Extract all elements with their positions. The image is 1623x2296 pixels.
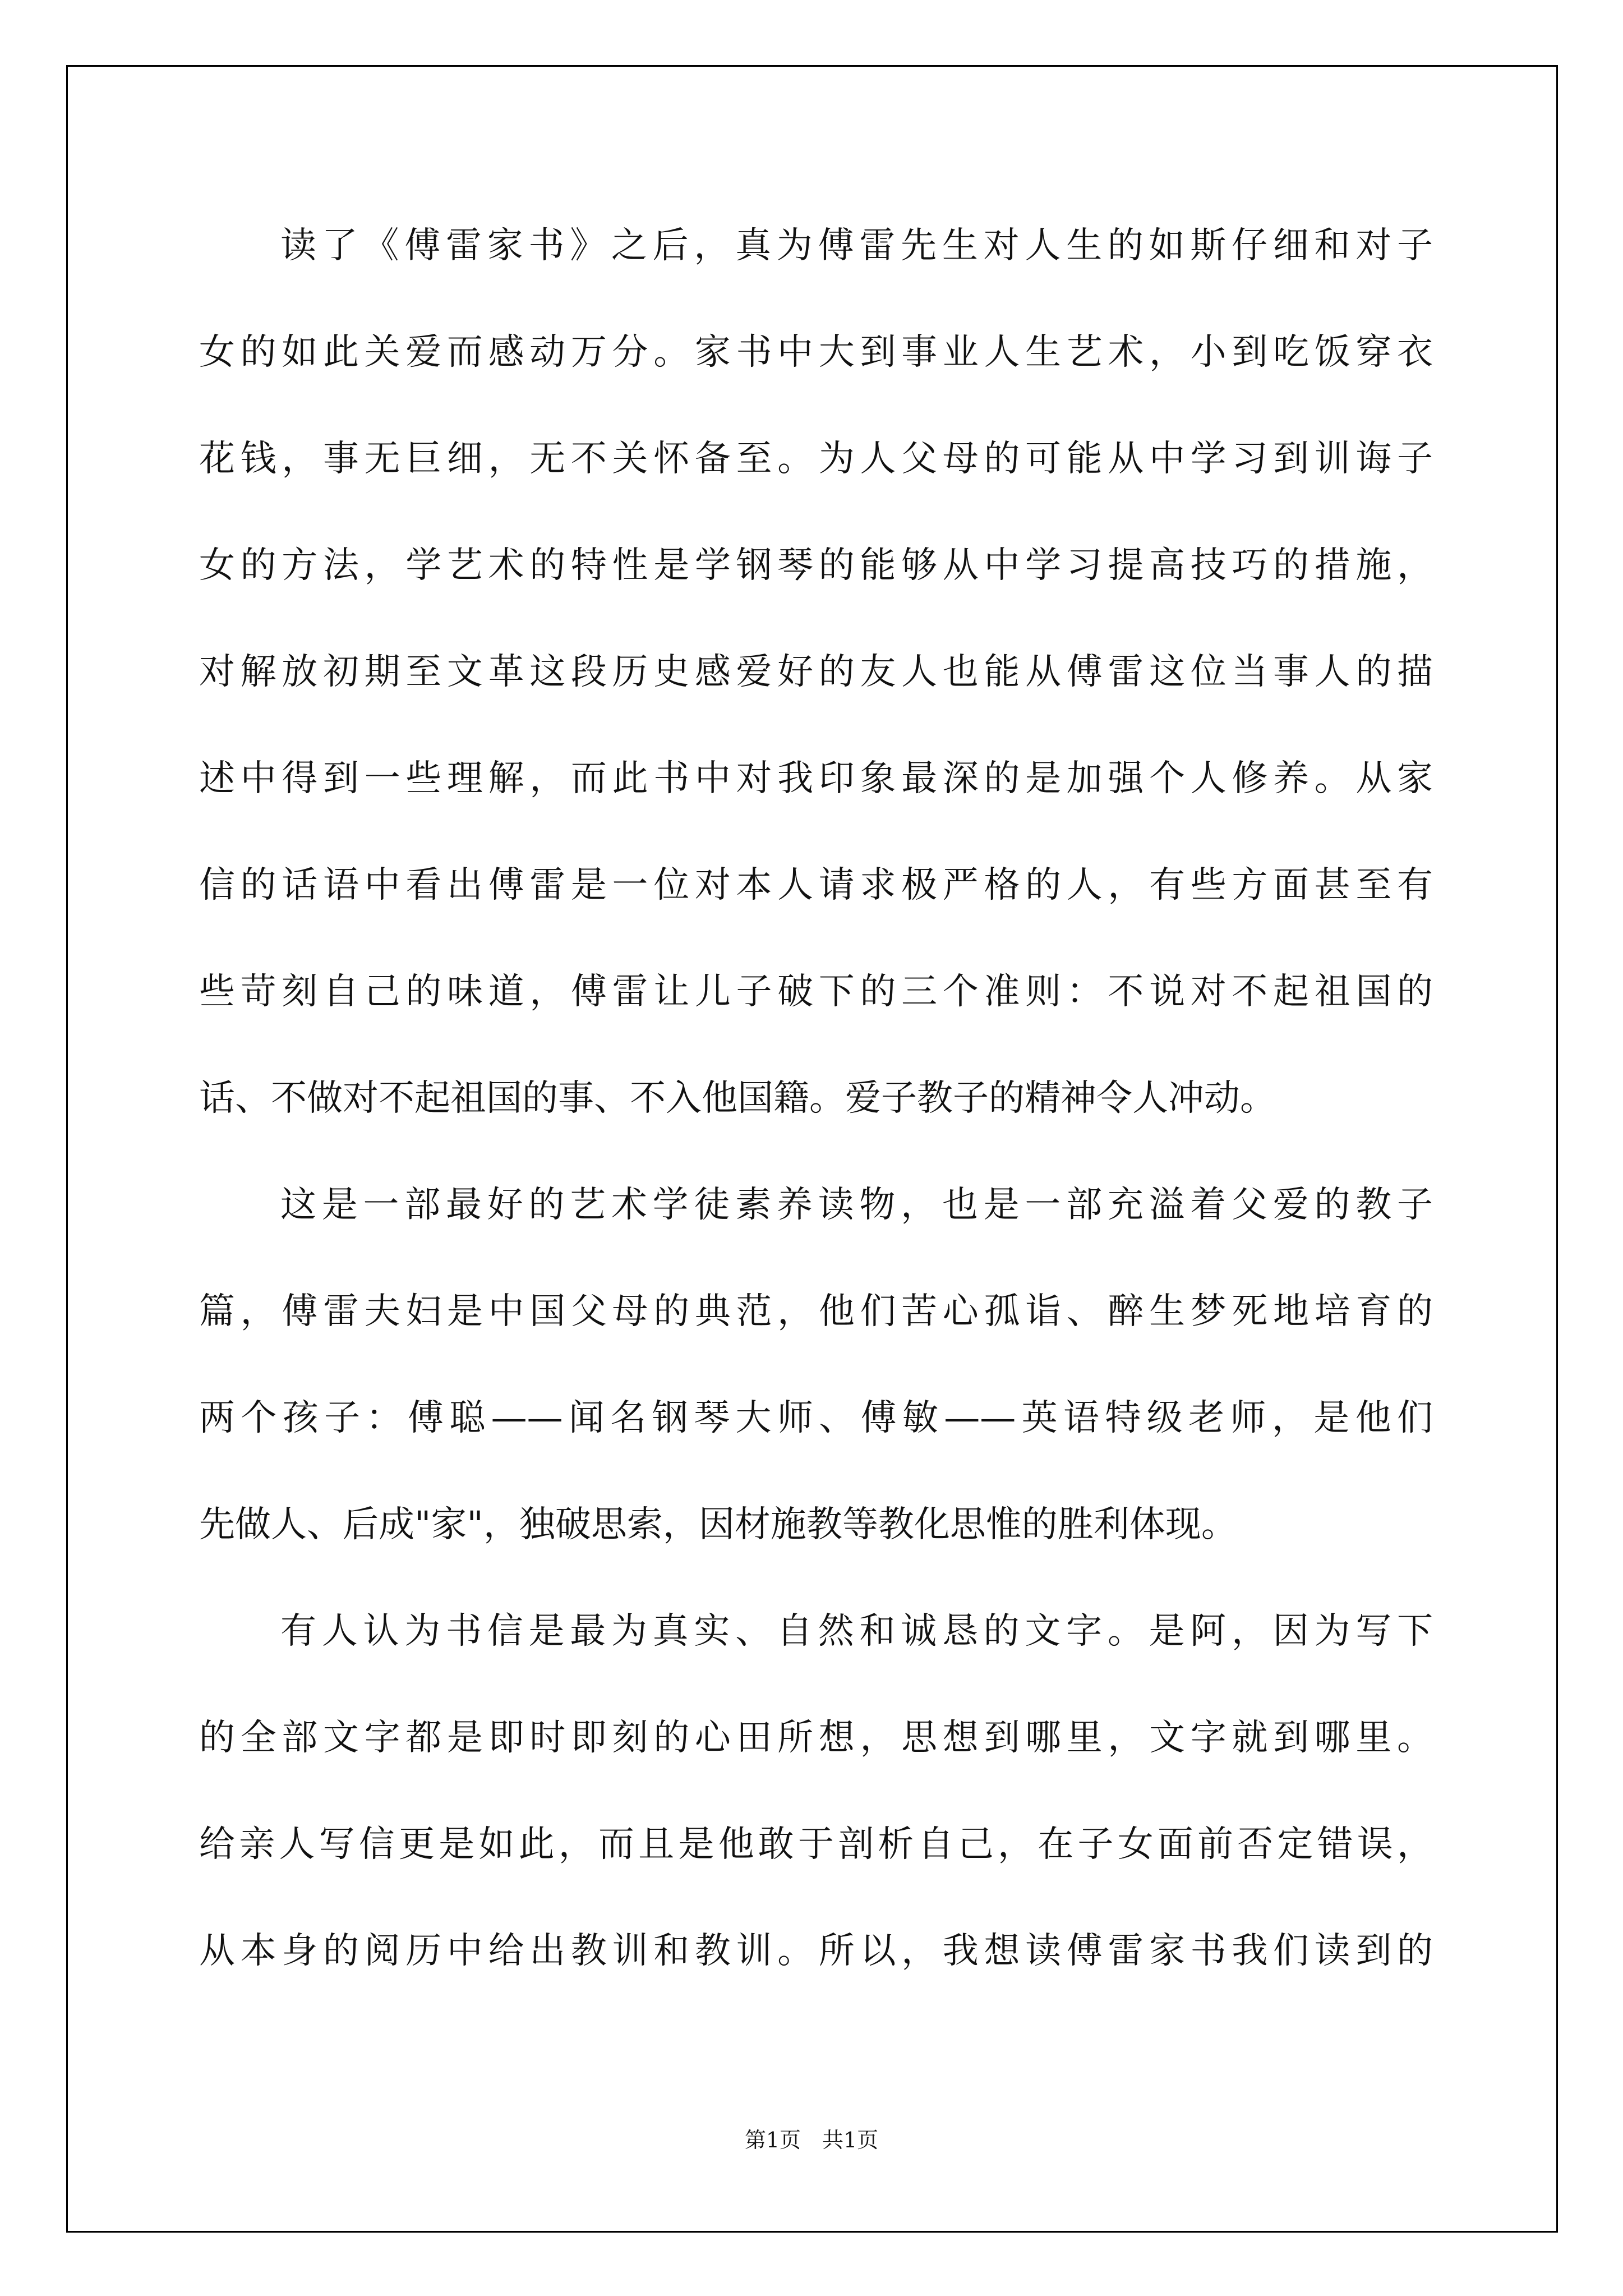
text-line: 给亲人写信更是如此，而且是他敢于剖析自己，在子女面前否定错误， bbox=[199, 1824, 1433, 1865]
page-border bbox=[66, 65, 1558, 2233]
text-line: 先做人、后成"家"，独破思索，因材施教等教化思惟的胜利体现。 bbox=[199, 1504, 1237, 1545]
text-line: 女的如此关爱而感动万分。家书中大到事业人生艺术，小到吃饭穿衣 bbox=[199, 332, 1433, 373]
text-line: 些苛刻自己的味道，傅雷让儿子破下的三个准则：不说对不起祖国的 bbox=[199, 971, 1433, 1013]
text-line: 述中得到一些理解，而此书中对我印象最深的是加强个人修养。从家 bbox=[199, 758, 1433, 799]
text-line: 读了《傅雷家书》之后，真为傅雷先生对人生的如斯仔细和对子 bbox=[280, 225, 1433, 266]
text-line: 花钱，事无巨细，无不关怀备至。为人父母的可能从中学习到训诲子 bbox=[199, 438, 1433, 480]
text-line: 这是一部最好的艺术学徒素养读物，也是一部充溢着父爱的教子 bbox=[280, 1184, 1433, 1226]
text-line: 两个孩子：傅聪——闻名钢琴大师、傅敏——英语特级老师，是他们 bbox=[199, 1397, 1433, 1439]
text-line: 女的方法，学艺术的特性是学钢琴的能够从中学习提高技巧的措施， bbox=[199, 545, 1433, 586]
page-number-footer: 第1页 共1页 bbox=[744, 2128, 879, 2152]
text-line: 话、不做对不起祖国的事、不入他国籍。爱子教子的精神令人冲动。 bbox=[199, 1078, 1276, 1119]
text-line: 的全部文字都是即时即刻的心田所想，思想到哪里，文字就到哪里。 bbox=[199, 1717, 1433, 1759]
text-line: 有人认为书信是最为真实、自然和诚恳的文字。是阿，因为写下 bbox=[280, 1611, 1433, 1652]
text-line: 从本身的阅历中给出教训和教训。所以，我想读傅雷家书我们读到的 bbox=[199, 1930, 1433, 1972]
text-line: 篇，傅雷夫妇是中国父母的典范，他们苦心孤诣、醉生梦死地培育的 bbox=[199, 1291, 1433, 1332]
text-line: 信的话语中看出傅雷是一位对本人请求极严格的人，有些方面甚至有 bbox=[199, 864, 1433, 906]
text-line: 对解放初期至文革这段历史感爱好的友人也能从傅雷这位当事人的描 bbox=[199, 651, 1433, 693]
